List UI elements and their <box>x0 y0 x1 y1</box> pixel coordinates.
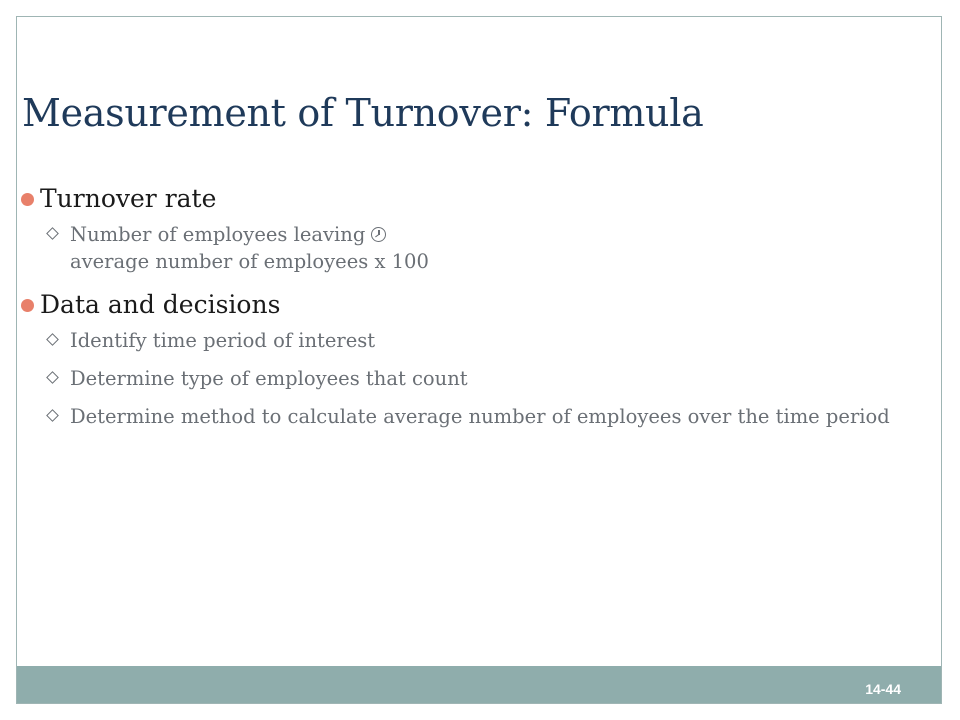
bullet-dot-icon <box>21 299 34 312</box>
sub-item-label: Determine method to calculate average number of employees over the time period <box>70 405 890 428</box>
sub-item-employee-type <box>40 365 897 392</box>
bullet-list <box>17 183 897 444</box>
footer-bar <box>17 666 941 703</box>
sub-item-label: Identify time period of interest <box>70 329 376 352</box>
sub-item-calculation-method <box>40 403 897 430</box>
sub-item-time-period <box>40 327 897 354</box>
slide-title: Measurement of Turnover: Formula <box>22 91 704 135</box>
bullet-label: Turnover rate <box>40 184 217 213</box>
diamond-bullet-icon <box>46 227 59 240</box>
sub-list <box>40 327 897 430</box>
sub-list <box>40 221 897 275</box>
bullet-data-and-decisions <box>17 289 897 430</box>
diamond-bullet-icon <box>46 371 59 384</box>
sub-item-continuation: average number of employees x 100 <box>70 250 429 273</box>
sub-item-label: Number of employees leaving <box>70 223 366 246</box>
bullet-turnover-rate <box>17 183 897 275</box>
bullet-label: Data and decisions <box>40 290 281 319</box>
diamond-bullet-icon <box>46 333 59 346</box>
diamond-bullet-icon <box>46 409 59 422</box>
slide-number: 14-44 <box>865 681 901 697</box>
sub-item-formula <box>40 221 897 275</box>
divide-symbol-icon <box>371 227 386 242</box>
sub-item-label: Determine type of employees that count <box>70 367 468 390</box>
bullet-dot-icon <box>21 193 34 206</box>
slide-frame <box>16 16 942 704</box>
